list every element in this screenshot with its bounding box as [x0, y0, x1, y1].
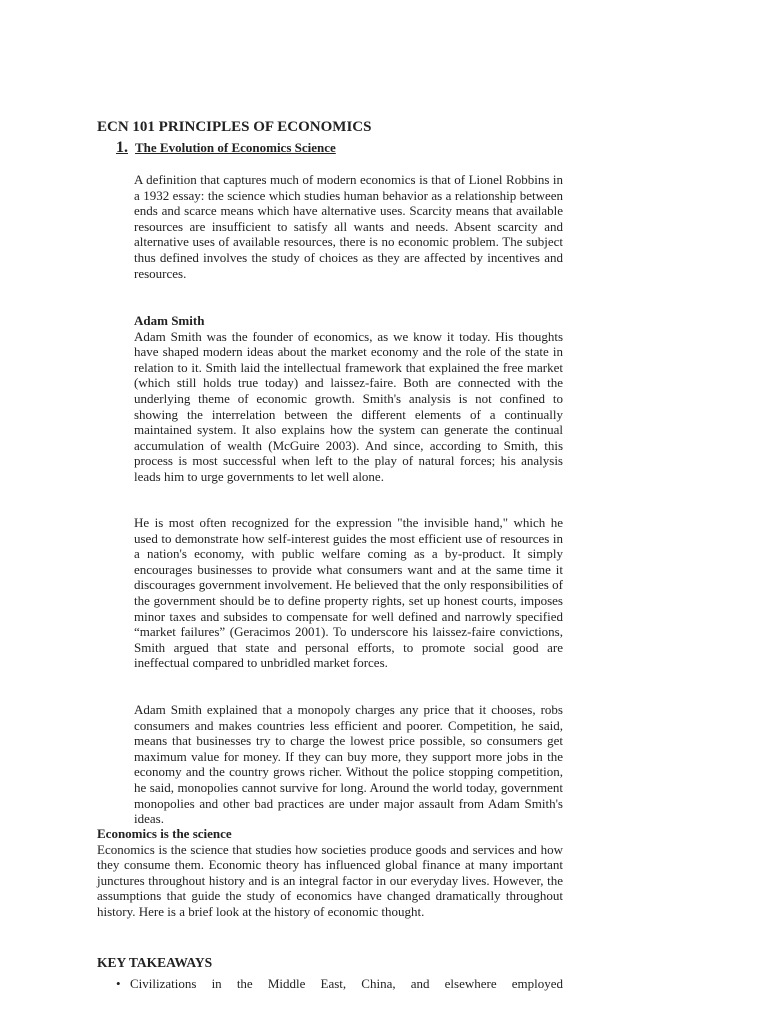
adam-smith-heading: Adam Smith: [134, 313, 205, 328]
section-heading-text: The Evolution of Economics Science: [135, 140, 336, 155]
definition-paragraph: A definition that captures much of modern economics is that of Lionel Robbins in a 1932 essay: the science which studies human behavior as a relationship between ends and scarce means which have alternative uses. Scarcity means that available resources are insufficient to satisfy all wants and needs. Absent scarcity and alternative uses of available resources, there is no economic problem. The subject thus defined involves the study of choices as they are affected by incentives and resources.: [134, 172, 563, 281]
section-number: 1.: [116, 139, 128, 156]
economics-science-heading: Economics is the science: [97, 826, 232, 841]
adam-smith-paragraph-3: Adam Smith explained that a monopoly charges any price that it chooses, robs consumers and makes countries less efficient and poorer. Competition, he said, means that businesses try to charge the lowest price possible, so consumers get maximum value for money. If they can buy more, they support more jobs in the economy and the country grows richer. Without the police stopping competition, he said, monopolies cannot survive for long. Around the world today, government monopolies and other bad practices are under major assault from Adam Smith's ideas.: [134, 702, 563, 827]
bullet-icon: •: [116, 976, 121, 991]
adam-smith-paragraph-1: Adam Smith was the founder of economics, as we know it today. His thoughts have shaped modern ideas about the market economy and the role of the state in relation to it. Smith laid the intellectual framework that explained the free market (which still holds true today) and laissez-faire. Both are connected with the underlying theme of economic growth. Smith's analysis is not confined to showing the interrelation between the different elements of a continually maintained system. It also explains how the system can generate the continual accumulation of wealth (McGuire 2003). And since, according to Smith, this process is most successful when left to the play of natural forces; his analysis leads him to urge governments to let well alone.: [134, 328, 563, 484]
key-takeaway-text: Civilizations in the Middle East, China, and elsewhere employed: [130, 976, 563, 991]
economics-science-paragraph: Economics is the science that studies how societies produce goods and services and how they consume them. Economic theory has influenced global finance at many important junctures throughout history and is an integral factor in our everyday lives. However, the assumptions that guide the study of economics have changed dramatically throughout history. Here is a brief look at the history of economic thought.: [97, 841, 563, 919]
adam-smith-section: [134, 313, 563, 485]
document-title: ECN 101 PRINCIPLES OF ECONOMICS: [97, 119, 372, 135]
adam-smith-paragraph-2: He is most often recognized for the expression "the invisible hand," which he used to demonstrate how self-interest guides the most efficient use of resources in a nation's economy, with public welfare coming as a by-product. It simply encourages businesses to provide what consumers want and at the same time it discourages government involvement. He believed that the only responsibilities of the government should be to define property rights, set up honest courts, imposes minor taxes and subsides to compensate for well defined and narrowly specified “market failures” (Geracimos 2001). To underscore his laissez-faire convictions, Smith argued that state and personal efforts, to promote social good are ineffectual compared to unbridled market forces.: [134, 515, 563, 671]
section-heading: [116, 139, 336, 157]
key-takeaways-heading: KEY TAKEAWAYS: [97, 955, 213, 970]
economics-science-section: [97, 826, 563, 920]
key-takeaway-item: [116, 976, 563, 992]
